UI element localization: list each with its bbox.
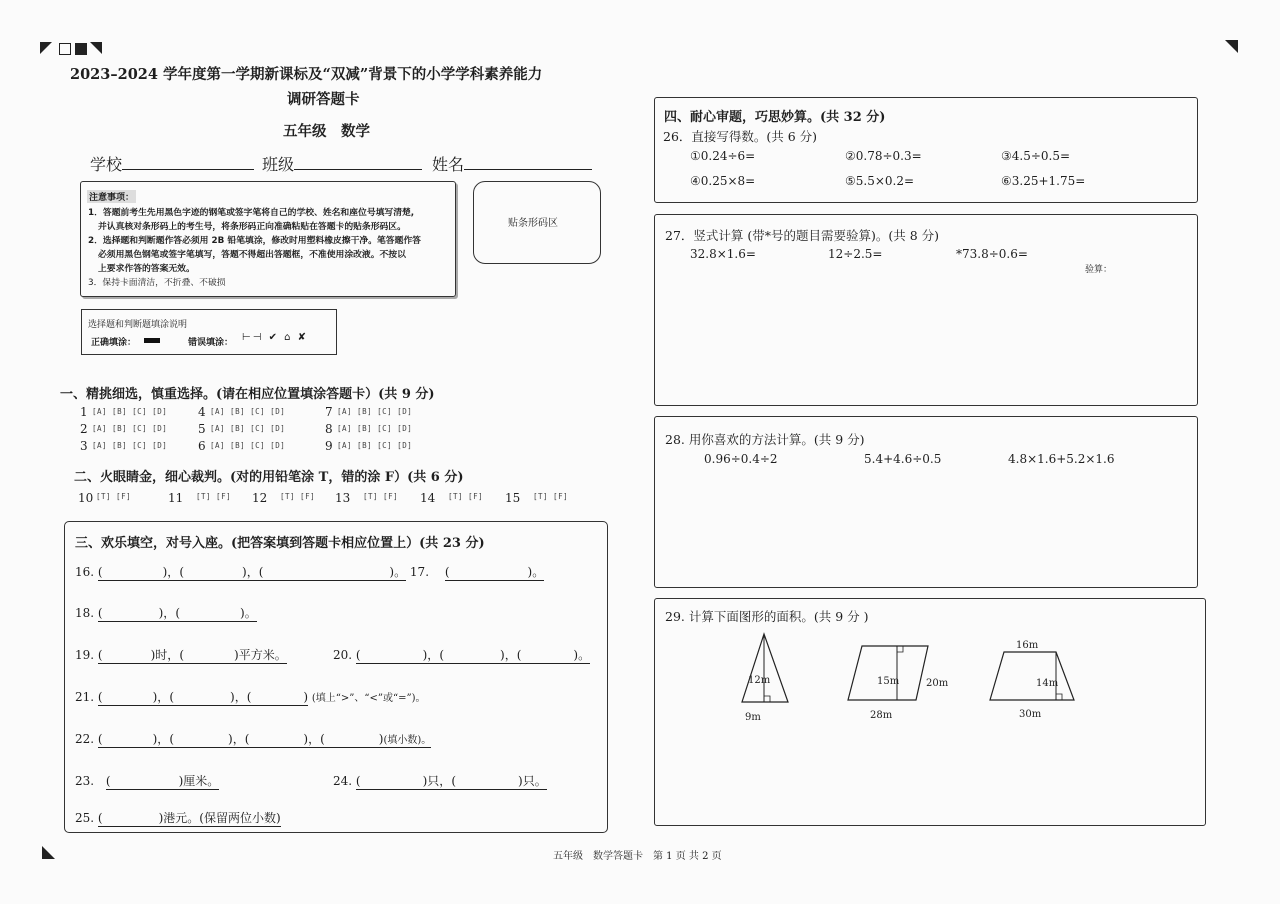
q18-number: 18.: [75, 606, 95, 620]
notice-line: 上要求作答的答案无效。: [98, 264, 195, 274]
section4-title: 四、耐心审题，巧思妙算。(共 32 分): [664, 110, 886, 125]
choice-number: 1: [80, 405, 88, 419]
tf-bubbles[interactable]: [T] [F]: [280, 492, 316, 501]
q16-row: [75, 563, 544, 581]
q19-answer[interactable]: ( )时，( )平方米。: [97, 648, 287, 662]
choice-bubbles[interactable]: [A] [B] [C] [D]: [92, 407, 168, 416]
tf-bubbles[interactable]: [T] [F]: [96, 492, 132, 501]
choice-bubbles[interactable]: [A] [B] [C] [D]: [210, 407, 286, 416]
notice-line: 3．保持卡面清洁，不折叠、不破损: [88, 278, 226, 288]
choice-bubbles[interactable]: [A] [B] [C] [D]: [337, 441, 413, 450]
section2-title: 二、火眼睛金，细心裁判。(对的用铅笔涂 T，错的涂 F）(共 6 分): [74, 470, 464, 485]
q27-title: 27．竖式计算 (带*号的题目需要验算)。(共 8 分): [665, 228, 940, 243]
corner-square-outline: [59, 43, 71, 55]
triangle-shape: [742, 634, 788, 702]
choice-number: 9: [325, 439, 333, 453]
name-blank[interactable]: [464, 153, 592, 170]
q26-item[interactable]: ②0.78÷0.3=: [845, 149, 922, 163]
trapezoid-height-label: 14m: [1036, 678, 1059, 689]
q25-answer[interactable]: ( )港元。(保留两位小数): [97, 811, 281, 825]
corner-mark-bottom-left: [42, 846, 55, 859]
q25-row: [75, 809, 281, 827]
tf-number: 15: [505, 491, 521, 505]
q29-title: 29. 计算下面图形的面积。(共 9 分 ): [665, 609, 869, 624]
q24-row: [333, 772, 547, 790]
q29-figures: [654, 598, 1204, 824]
notice-line: 必须用黑色钢笔或签字笔填写，答题不得超出答题框，不准使用涂改液。不按以: [98, 250, 406, 260]
q16-number: 16.: [75, 565, 95, 579]
parallelogram-base-label: 28m: [870, 710, 893, 721]
q19-number: 19.: [75, 648, 95, 662]
class-label: 班级: [262, 155, 295, 174]
q16-answer-1[interactable]: ( )，( )，( )。: [97, 565, 407, 579]
choice-number: 7: [325, 405, 333, 419]
q18-answer[interactable]: ( )，( )。: [97, 606, 257, 620]
choice-number: 3: [80, 439, 88, 453]
trapezoid-top-label: 16m: [1016, 640, 1039, 651]
q24-answer[interactable]: ( )只，( )只。: [355, 774, 547, 788]
q22-answer[interactable]: ( )，( )，( )，( )(填小数)。: [97, 732, 432, 746]
notice-line: 2．选择题和判断题作答必须用 2B 铅笔填涂，修改时用塑料橡皮擦干净。笔答题作答: [88, 236, 421, 246]
choice-bubbles[interactable]: [A] [B] [C] [D]: [210, 441, 286, 450]
q24-number: 24.: [333, 774, 353, 788]
tf-number: 10: [78, 491, 94, 505]
choice-bubbles[interactable]: [A] [B] [C] [D]: [92, 424, 168, 433]
q22-row: [75, 730, 431, 748]
q26-item[interactable]: ⑥3.25+1.75=: [1001, 174, 1086, 188]
q27-item: 32.8×1.6=: [690, 247, 756, 261]
correct-fill-sample: [144, 338, 160, 343]
corner-mark-top-left: [40, 42, 52, 54]
choice-bubbles[interactable]: [A] [B] [C] [D]: [92, 441, 168, 450]
corner-square-filled: [75, 43, 87, 55]
tf-bubbles[interactable]: [T] [F]: [363, 492, 399, 501]
trapezoid-bottom-label: 30m: [1019, 709, 1042, 720]
school-field[interactable]: [90, 152, 254, 175]
fill-correct-label: 正确填涂：: [91, 338, 137, 348]
class-field[interactable]: [262, 152, 422, 175]
page-title: 2023–2024 学年度第一学期新课标及“双减”背景下的小学学科素养能力: [70, 66, 543, 83]
tf-bubbles[interactable]: [T] [F]: [448, 492, 484, 501]
q27-item: *73.8÷0.6=: [956, 247, 1028, 261]
q28-title: 28. 用你喜欢的方法计算。(共 9 分): [665, 432, 865, 447]
q23-number: 23.: [75, 774, 95, 788]
q20-answer[interactable]: ( )，( )，( )。: [355, 648, 591, 662]
q17-number: 17.: [409, 565, 430, 579]
tf-number: 13: [335, 491, 351, 505]
q25-number: 25.: [75, 811, 95, 825]
notice-line: 并认真核对条形码上的考生号，将条形码正向准确粘贴在答题卡的贴条形码区。: [98, 222, 406, 232]
q20-row: [333, 646, 590, 664]
choice-bubbles[interactable]: [A] [B] [C] [D]: [337, 407, 413, 416]
class-blank[interactable]: [294, 153, 422, 170]
school-blank[interactable]: [122, 153, 254, 170]
name-label: 姓名: [432, 155, 465, 174]
parallelogram-height-label: 15m: [877, 676, 900, 687]
triangle-base-label: 9m: [745, 712, 761, 723]
q28-item: 5.4+4.6÷0.5: [864, 452, 942, 466]
choice-bubbles[interactable]: [A] [B] [C] [D]: [337, 424, 413, 433]
q26-item[interactable]: ④0.25×8=: [690, 174, 756, 188]
q21-number: 21.: [75, 690, 95, 704]
notice-line: 1．答题前考生先用黑色字迹的钢笔或签字笔将自己的学校、姓名和座位号填写清楚,: [88, 208, 415, 218]
section1-title: 一、精挑细选，慎重选择。(请在相应位置填涂答题卡）(共 9 分): [60, 387, 435, 402]
choice-number: 8: [325, 422, 333, 436]
choice-bubbles[interactable]: [A] [B] [C] [D]: [210, 424, 286, 433]
q26-title: 26．直接写得数。(共 6 分): [663, 129, 818, 144]
tf-number: 12: [252, 491, 268, 505]
q26-item[interactable]: ⑤5.5×0.2=: [845, 174, 915, 188]
q22-number: 22.: [75, 732, 95, 746]
tf-bubbles[interactable]: [T] [F]: [196, 492, 232, 501]
corner-mark-top-left-2: [90, 42, 102, 54]
q21-note: (填上“>”、“<”或“=”)。: [311, 693, 426, 704]
parallelogram-side-label: 20m: [926, 678, 949, 689]
tf-bubbles[interactable]: [T] [F]: [533, 492, 569, 501]
q18-row: [75, 604, 257, 622]
q26-item[interactable]: ③4.5÷0.5=: [1001, 149, 1071, 163]
corner-mark-top-right: [1225, 40, 1238, 53]
choice-number: 4: [198, 405, 206, 419]
q23-row: [75, 772, 219, 790]
q19-row: [75, 646, 287, 664]
q20-number: 20.: [333, 648, 353, 662]
section3-title: 三、欢乐填空，对号入座。(把答案填到答题卡相应位置上）(共 23 分): [75, 536, 485, 551]
q21-answer[interactable]: ( )，( )，( ): [97, 690, 309, 704]
fill-wrong-label: 错误填涂：: [188, 338, 234, 348]
tf-number: 14: [420, 491, 436, 505]
page-subtitle: 调研答题卡: [287, 91, 360, 108]
q28-item: 0.96÷0.4÷2: [704, 452, 778, 466]
triangle-height-label: 12m: [748, 675, 771, 686]
q21-row: [75, 688, 426, 706]
trapezoid-shape: [990, 652, 1074, 700]
wrong-fill-samples: ⊢⊣ ✔ ⌂ ✘: [242, 332, 309, 343]
q27-check-label: 验算：: [1085, 265, 1113, 275]
school-label: 学校: [90, 155, 123, 174]
q28-item: 4.8×1.6+5.2×1.6: [1008, 452, 1115, 466]
choice-number: 2: [80, 422, 88, 436]
parallelogram-shape: [848, 646, 928, 700]
tf-number: 11: [168, 491, 184, 505]
q27-item: 12÷2.5=: [828, 247, 883, 261]
page-footer: 五年级 数学答题卡 第 1 页 共 2 页: [553, 851, 722, 862]
choice-number: 6: [198, 439, 206, 453]
q26-item[interactable]: ①0.24÷6=: [690, 149, 756, 163]
barcode-label: 贴条形码区: [508, 218, 558, 229]
subject-label: 五年级 数学: [283, 123, 370, 140]
choice-number: 5: [198, 422, 206, 436]
section2-judgements: [78, 491, 598, 507]
fill-guide-title: 选择题和判断题填涂说明: [88, 320, 188, 330]
q17-answer[interactable]: ( )。: [444, 565, 545, 579]
name-field[interactable]: [432, 152, 592, 175]
q23-answer[interactable]: ( )厘米。: [105, 774, 220, 788]
notice-heading: 注意事项：: [87, 190, 136, 203]
